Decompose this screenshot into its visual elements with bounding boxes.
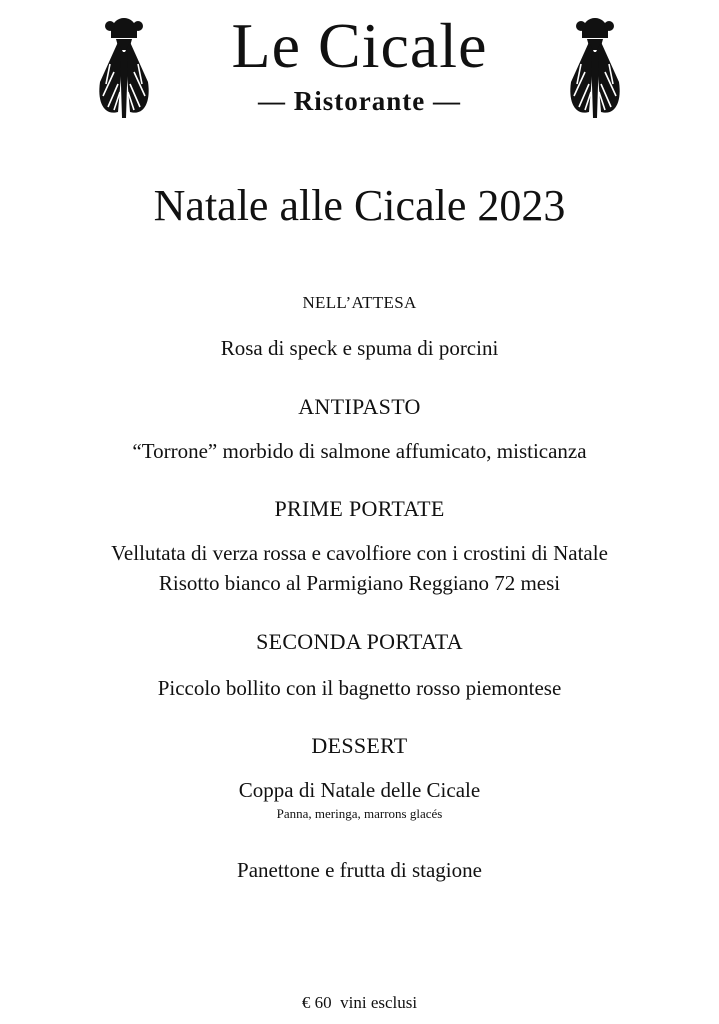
dish-rosa-di-speck: Rosa di speck e spuma di porcini	[220, 336, 499, 360]
section-heading-prime-portate: PRIME PORTATE	[274, 496, 445, 521]
logo-tagline: — Ristorante —	[258, 86, 461, 116]
section-heading-antipasto: ANTIPASTO	[298, 394, 421, 419]
section-heading-nell-attesa: NELL’ATTESA	[302, 293, 417, 312]
dish-panettone: Panettone e frutta di stagione	[237, 858, 482, 882]
dish-note-coppa: Panna, meringa, marrons glacés	[276, 806, 443, 821]
section-heading-dessert: DESSERT	[311, 733, 408, 758]
dish-piccolo-bollito: Piccolo bollito con il bagnetto rosso piemontese	[157, 676, 562, 700]
dish-torrone-salmone: “Torrone” morbido di salmone affumicato, misticanza	[132, 439, 587, 463]
menu-title: Natale alle Cicale 2023	[153, 181, 566, 230]
dish-vellutata: Vellutata di verza rossa e cavolfiore con i crostini di Natale	[111, 541, 608, 565]
dish-risotto: Risotto bianco al Parmigiano Reggiano 72 mesi	[158, 571, 561, 595]
dish-coppa-di-natale: Coppa di Natale delle Cicale	[238, 778, 481, 802]
logo-name: Le Cicale	[231, 10, 488, 81]
restaurant-logo	[0, 0, 719, 130]
section-heading-seconda-portata: SECONDA PORTATA	[256, 629, 463, 654]
cicada-icon	[567, 12, 623, 122]
menu-price: € 60 vini esclusi	[301, 993, 418, 1012]
